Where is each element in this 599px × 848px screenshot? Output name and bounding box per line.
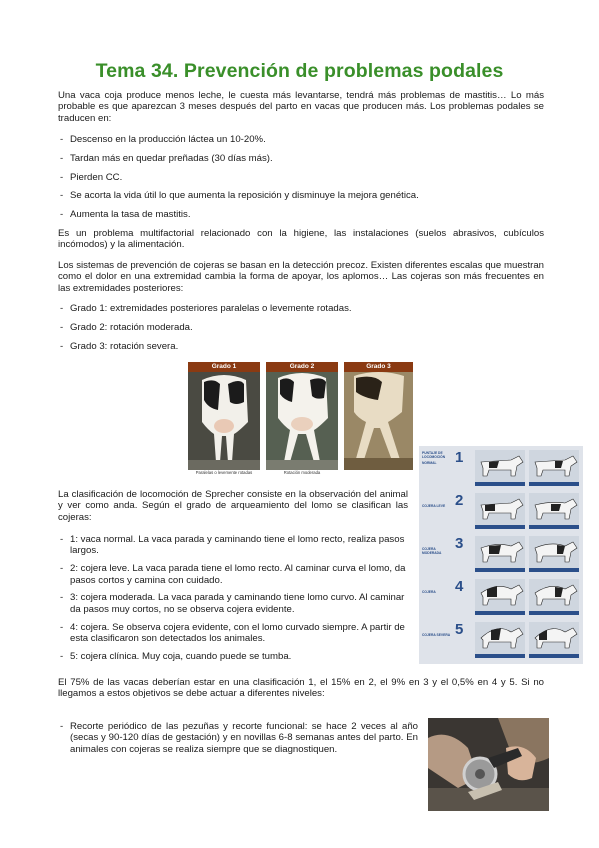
hoof-trimming-photo — [428, 718, 549, 811]
grade-3-label: Grado 3 — [344, 362, 413, 372]
multifactorial-paragraph: Es un problema multifactorial relacionado con la higiene, las instalaciones (suelos abrasivos, cubículos incómodos) y la alimentación. — [58, 228, 544, 251]
cow-side-icon — [529, 536, 579, 572]
grade-2-photo — [266, 362, 338, 470]
cow-rear-icon — [188, 362, 260, 470]
list-item: - Grado 3: rotación severa. — [58, 341, 544, 352]
cow-side-icon — [475, 579, 525, 615]
grade-3-photo — [344, 362, 413, 470]
list-item: - Recorte periódico de las pezuñas y recorte funcional: se hace 2 veces al año (secas y 90-120 días de gestación) y en novillas 6-8 semanas antes del parto. En animales con cojeras se realiza siempre que se diagnostiquen. — [58, 721, 418, 755]
cow-side-icon — [475, 450, 525, 486]
sprecher-row-4 — [419, 576, 583, 619]
grade-1-label: Grado 1 — [188, 362, 260, 372]
targets-paragraph: El 75% de las vacas deberían estar en una clasificación 1, el 15% en 2, el 9% en 3 y el 0,5% en 4 y 5. Si no llegamos a estos objetivos se debe actuar a diferentes niveles: — [58, 677, 544, 700]
cow-side-icon — [529, 450, 579, 486]
sprecher-row-1 — [419, 447, 583, 490]
list-item: - 3: cojera moderada. La vaca parada y caminando tiene lomo curvo. Al caminar da pasos muy cortos, no se observa cojera evidente. — [58, 592, 410, 615]
sprecher-chart — [419, 446, 583, 664]
cow-legs-icon — [344, 362, 413, 470]
actions-list — [58, 721, 418, 755]
sprecher-header: PUNTAJE DE LOCOMOCIÓN — [422, 451, 446, 459]
sprecher-row-3 — [419, 533, 583, 576]
sprecher-number: 4 — [455, 578, 464, 595]
sprecher-label: COJERA SEVERA — [422, 633, 451, 637]
list-item: - Grado 2: rotación moderada. — [58, 322, 544, 333]
list-item: - Descenso en la producción láctea un 10-20%. — [58, 134, 544, 145]
cow-rear-icon — [266, 362, 338, 470]
intro-paragraph: Una vaca coja produce menos leche, le cuesta más levantarse, tendrá más problemas de mastitis… Lo más probable es que aparezcan 3 meses después del parto en vacas que producen más. Los problemas podales se traducen en: — [58, 90, 544, 124]
hoof-trimming-icon — [428, 718, 549, 811]
cow-side-icon — [475, 536, 525, 572]
list-item: - Se acorta la vida útil lo que aumenta la reposición y disminuye la mejora genética. — [58, 190, 544, 201]
grade-1-caption: Paralelas o levemente rotadas — [195, 470, 253, 475]
sprecher-number: 3 — [455, 535, 464, 552]
page-title: Tema 34. Prevención de problemas podales — [95, 60, 504, 82]
grades-figure — [188, 362, 413, 477]
list-item: - 1: vaca normal. La vaca parada y caminando tiene el lomo recto, realiza pasos largos. — [58, 534, 410, 557]
sprecher-number: 5 — [455, 621, 464, 638]
sprecher-label: COJERA — [422, 590, 436, 594]
sprecher-label: NORMAL — [422, 461, 437, 465]
sprecher-label: COJERA MODERADA — [422, 547, 442, 555]
sprecher-row-5 — [419, 619, 583, 662]
effects-list — [58, 134, 544, 228]
sprecher-label: COJERA LEVE — [422, 504, 446, 508]
cow-side-icon — [475, 493, 525, 529]
cow-side-icon — [529, 579, 579, 615]
sprecher-paragraph: La clasificación de locomoción de Sprecher consiste en la observación del animal y ver como anda. Según el grado de arqueamiento del lomo se clasifican las cojeras: — [58, 489, 408, 523]
grades-list — [58, 303, 544, 359]
sprecher-row-2 — [419, 490, 583, 533]
grade-1-photo — [188, 362, 260, 470]
list-item: - Grado 1: extremidades posteriores paralelas o levemente rotadas. — [58, 303, 544, 314]
grade-2-label: Grado 2 — [266, 362, 338, 372]
sprecher-list — [58, 534, 410, 669]
detection-paragraph: Los sistemas de prevención de cojeras se basan en la detección precoz. Existen diferentes escalas que muestran como el dolor en una extremidad cambia la forma de apoyar, los aplomos… Las cojeras son más frecuentes en las extremidades posteriores: — [58, 260, 544, 294]
sprecher-number: 1 — [455, 449, 464, 466]
cow-side-icon — [475, 622, 525, 658]
list-item: - 4: cojera. Se observa cojera evidente, con el lomo curvado siempre. A partir de esta clasificaron son detectados los animales. — [58, 622, 410, 645]
cow-side-icon — [529, 493, 579, 529]
grade-2-caption: Rotación moderada — [283, 470, 321, 475]
cow-side-icon — [529, 622, 579, 658]
list-item: - Pierden CC. — [58, 172, 544, 183]
list-item: - Tardan más en quedar preñadas (30 días más). — [58, 153, 544, 164]
sprecher-number: 2 — [455, 492, 464, 509]
list-item: - Aumenta la tasa de mastitis. — [58, 209, 544, 220]
list-item: - 5: cojera clínica. Muy coja, cuando puede se tumba. — [58, 651, 410, 662]
list-item: - 2: cojera leve. La vaca parada tiene el lomo recto. Al caminar curva el lomo, da pasos cortos y camina con cuidado. — [58, 563, 410, 586]
